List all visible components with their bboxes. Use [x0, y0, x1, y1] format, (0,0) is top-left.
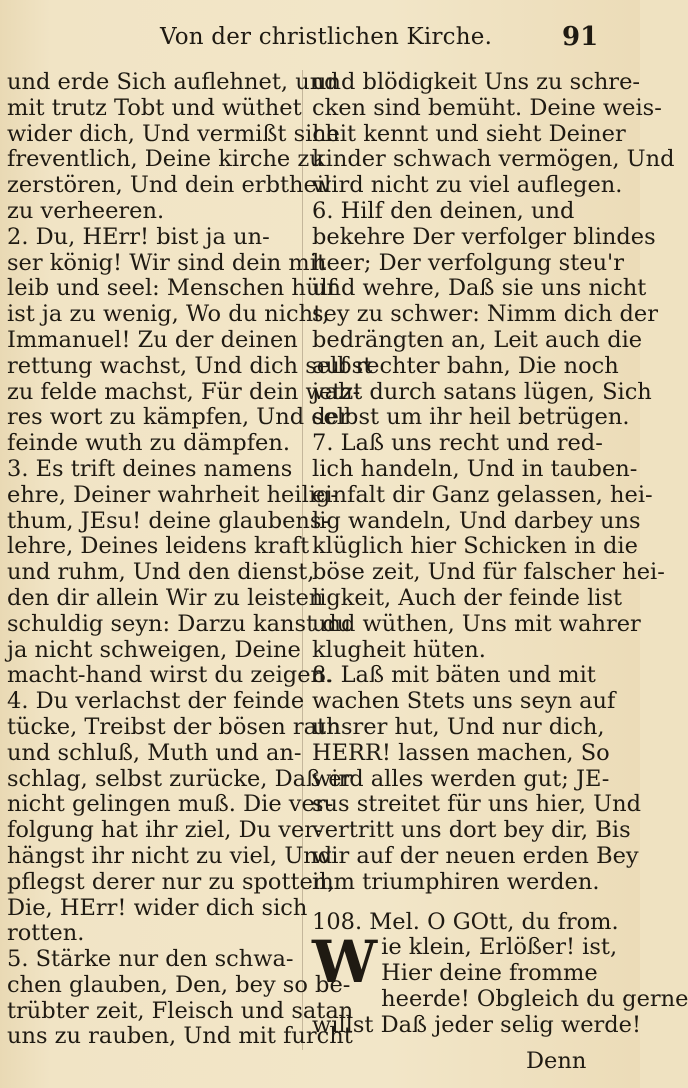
text-line: pflegst derer nur zu spotten, [7, 868, 335, 895]
text-line: hängst ihr nicht zu viel, Und [7, 842, 333, 869]
text-line: bedrängten an, Leit auch die [312, 326, 643, 353]
text-line: macht-hand wirst du zeigen. [7, 662, 333, 689]
text-line: wachen Stets uns seyn auf [312, 688, 616, 715]
text-line: und schluß, Muth und an- [7, 739, 302, 766]
text-line: rettung wachst, Und dich selbst [7, 352, 373, 379]
text-line: mit trutz Tobt und wüthet [7, 94, 302, 121]
text-line: unsrer hut, Und nur dich, [312, 713, 605, 740]
text-line: wir auf der neuen erden Bey [312, 842, 639, 869]
text-line: lehre, Deines leidens kraft [7, 533, 310, 560]
text-line: jetzt durch satans lügen, Sich [312, 378, 652, 405]
text-line: den dir allein Wir zu leisten [7, 584, 324, 611]
text-line: und wehre, Daß sie uns nicht [312, 275, 647, 302]
text-line: und ruhm, Und den dienst, [7, 559, 315, 586]
text-line: klugheit hüten. [312, 636, 486, 663]
text-line: uns zu rauben, Und mit furcht [7, 1023, 353, 1050]
text-line: heit kennt und sieht Deiner [312, 120, 626, 147]
text-line: 3. Es trift deines namens [7, 455, 293, 482]
text-line: sey zu schwer: Nimm dich der [312, 301, 658, 328]
text-line: ser könig! Wir sind dein mit [7, 249, 326, 276]
text-line: 8. Laß mit bäten und mit [312, 662, 596, 689]
hymn-verse [312, 928, 688, 1038]
text-line: ja nicht schweigen, Deine [7, 636, 301, 663]
running-title: Von der christlichen Kirche. [160, 24, 493, 50]
text-line: leib und seel: Menschen hülf [7, 275, 336, 302]
text-line: wird nicht zu viel auflegen. [312, 172, 623, 199]
text-line: lig wandeln, Und darbey uns [312, 507, 641, 534]
right-column [312, 69, 688, 1038]
text-line: chen glauben, Den, bey so be- [7, 971, 351, 998]
text-line: wird alles werden gut; JE- [312, 765, 610, 792]
column-divider [302, 70, 303, 1050]
text-line: und blödigkeit Uns zu schre- [312, 69, 640, 95]
text-line: 5. Stärke nur den schwa- [7, 946, 294, 973]
text-line: trübter zeit, Fleisch und satan [7, 997, 354, 1024]
drop-cap: W [312, 928, 378, 997]
text-line: zerstören, Und dein erbtheil [7, 172, 332, 199]
text-line: selbst um ihr heil betrügen. [312, 404, 630, 431]
text-line: klüglich hier Schicken in die [312, 533, 638, 560]
text-line: Immanuel! Zu der deinen [7, 326, 298, 353]
hymn-line: heerde! Obgleich du gerne [381, 985, 688, 1012]
hymn-heading: 108. Mel. O GOtt, du from. [312, 908, 619, 935]
hymn-line: willst Daß jeder selig werde! [312, 1011, 642, 1038]
text-line: folgung hat ihr ziel, Du ver- [7, 817, 323, 844]
catchword: Denn [526, 1048, 587, 1074]
text-line: ist ja zu wenig, Wo du nicht, [7, 301, 330, 328]
text-line: ihm triumphiren werden. [312, 868, 600, 895]
text-line: 7. Laß uns recht und red- [312, 430, 603, 457]
text-line: res wort zu kämpfen, Und der [7, 404, 350, 431]
text-line: vertritt uns dort bey dir, Bis [312, 817, 631, 844]
text-line: zu felde machst, Für dein wah- [7, 378, 361, 405]
page-number: 91 [562, 22, 599, 52]
page-header [0, 18, 640, 58]
text-line: freventlich, Deine kirche zu [7, 146, 324, 173]
text-line: und wüthen, Uns mit wahrer [312, 610, 641, 637]
text-line: 2. Du, HErr! bist ja un- [7, 223, 270, 250]
text-line: bekehre Der verfolger blindes [312, 223, 656, 250]
text-line: 6. Hilf den deinen, und [312, 197, 575, 224]
text-line: ehre, Deiner wahrheit heilig- [7, 481, 338, 508]
text-line: ligkeit, Auch der feinde list [312, 584, 623, 611]
text-line: tücke, Treibst der bösen rath [7, 713, 341, 740]
text-line: nicht gelingen muß. Die ver- [7, 791, 334, 818]
text-line: thum, JEsu! deine glaubens- [7, 507, 330, 534]
text-line: böse zeit, Und für falscher hei- [312, 559, 665, 586]
text-line: zu verheeren. [7, 197, 165, 224]
text-line: sus streitet für uns hier, Und [312, 791, 641, 818]
text-line: heer; Der verfolgung steu'r [312, 249, 625, 276]
text-line: Die, HErr! wider dich sich [7, 894, 308, 921]
text-line: 4. Du verlachst der feinde [7, 688, 305, 715]
text-line: einfalt dir Ganz gelassen, hei- [312, 481, 653, 508]
hymn-line: Hier deine fromme [381, 960, 598, 987]
text-line: rotten. [7, 920, 85, 947]
text-line: auf rechter bahn, Die noch [312, 352, 619, 379]
text-line: schlag, selbst zurücke, Daß er [7, 765, 353, 792]
text-line: kinder schwach vermögen, Und [312, 146, 675, 173]
hymn-line: ie klein, Erlößer! ist, [381, 934, 618, 961]
text-line: und erde Sich auflehnet, und [7, 69, 339, 95]
text-line: HERR! lassen machen, So [312, 739, 610, 766]
text-line: wider dich, Und vermißt sich [7, 120, 340, 147]
text-line: cken sind bemüht. Deine weis- [312, 94, 662, 121]
text-line: schuldig seyn: Darzu kanst du [7, 610, 352, 637]
text-line: feinde wuth zu dämpfen. [7, 430, 290, 457]
left-column [7, 69, 373, 1050]
text-line: lich handeln, Und in tauben- [312, 455, 638, 482]
